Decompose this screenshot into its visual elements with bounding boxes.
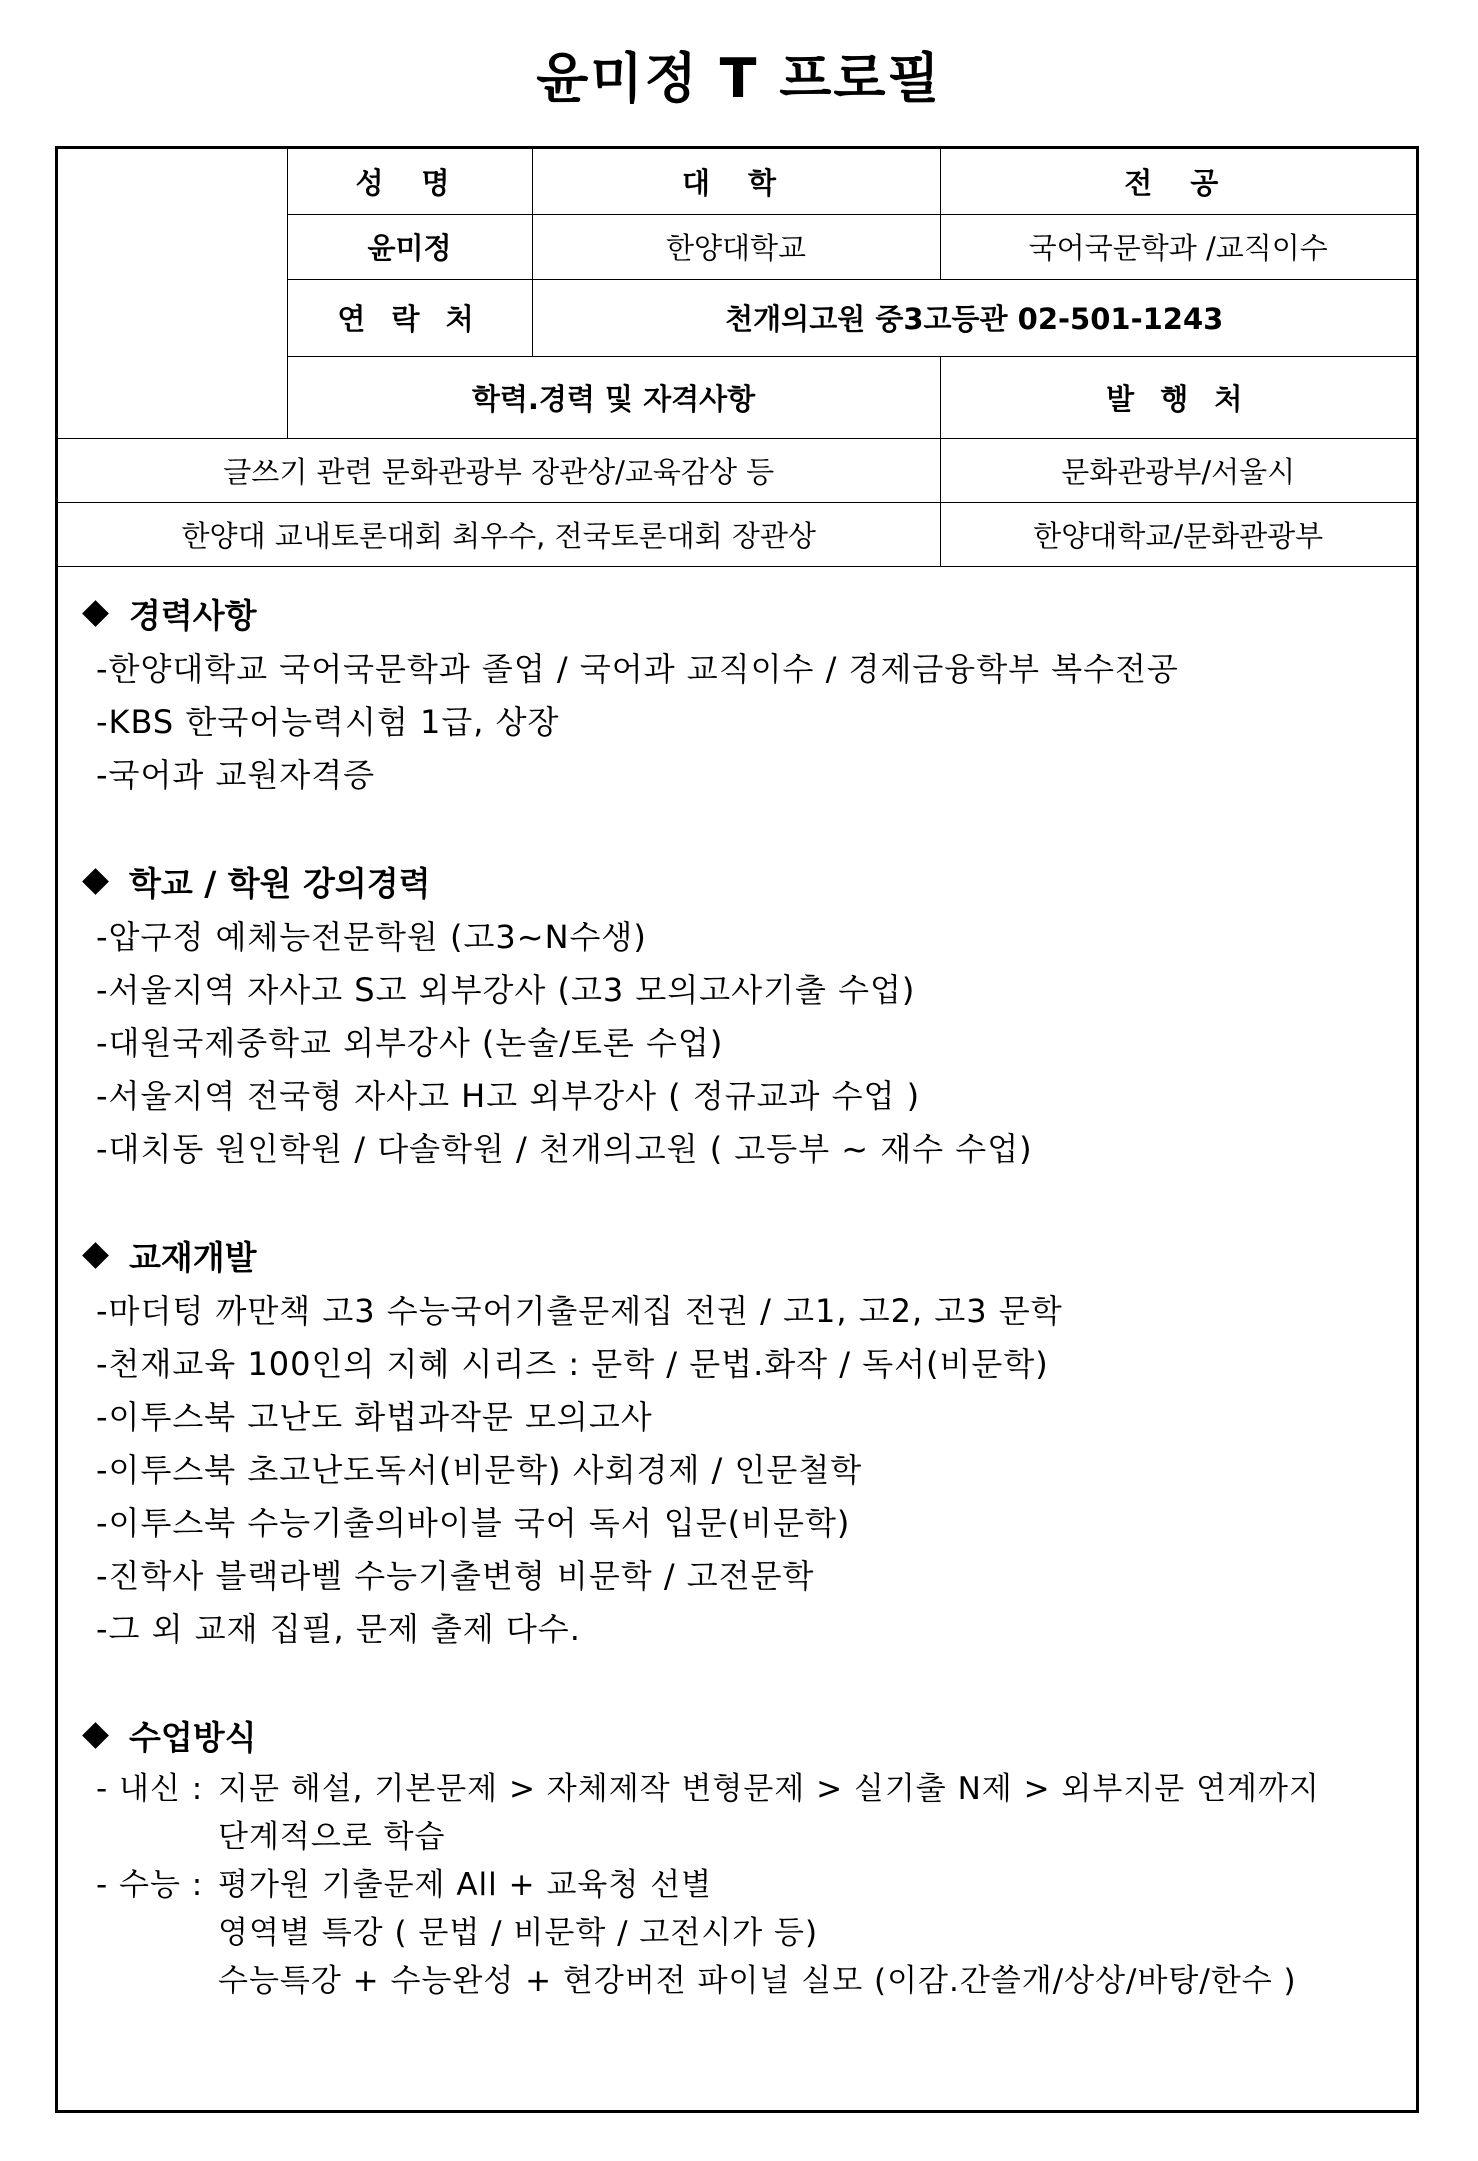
method-line: 수능특강 + 수능완성 + 현강버전 파이널 실모 (이감.간쓸개/상상/바탕/한수 ) — [218, 1963, 1297, 1999]
list-item: -KBS 한국어능력시험 1급, 상장 — [96, 703, 560, 741]
header-university: 대 학 — [532, 149, 940, 214]
method-line: 영역별 특강 ( 문법 / 비문학 / 고전시가 등) — [218, 1915, 819, 1951]
list-item: -진학사 블랙라벨 수능기출변형 비문학 / 고전문학 — [96, 1557, 815, 1595]
method-section — [58, 1711, 1416, 2005]
qualification-issuer: 한양대학교/문화관광부 — [940, 502, 1416, 566]
contact-label: 연 락 처 — [287, 279, 532, 356]
list-item: -그 외 교재 집필, 문제 출제 다수. — [96, 1610, 581, 1648]
list-item: -서울지역 자사고 S고 외부강사 (고3 모의고사기출 수업) — [96, 971, 916, 1009]
list-item: -압구정 예체능전문학원 (고3~N수생) — [96, 918, 647, 956]
method-naesin-row — [58, 1765, 1416, 1813]
qualification-desc: 한양대 교내토론대회 최우수, 전국토론대회 장관상 — [58, 502, 940, 566]
section-title-textbooks: 교재개발 — [129, 1238, 257, 1277]
list-item: -국어과 교원자격증 — [96, 756, 376, 794]
profile-frame — [55, 146, 1419, 2113]
issuer-header: 발 행 처 — [940, 356, 1416, 438]
method-label-naesin: - 내신 : — [96, 1771, 204, 1807]
method-label-suneung: - 수능 : — [96, 1867, 204, 1903]
section-title-career: 경력사항 — [129, 596, 257, 635]
list-item: -대치동 원인학원 / 다솔학원 / 천개의고원 ( 고등부 ~ 재수 수업) — [96, 1130, 1033, 1168]
name-value: 윤미정 — [287, 214, 532, 279]
diamond-bullet-icon — [82, 1242, 109, 1269]
list-item: -이투스북 수능기출의바이블 국어 독서 입문(비문학) — [96, 1504, 851, 1542]
method-line: 평가원 기출문제 All + 교육청 선별 — [218, 1867, 713, 1903]
qualification-issuer: 문화관광부/서울시 — [940, 438, 1416, 502]
list-item: -이투스북 고난도 화법과작문 모의고사 — [96, 1398, 653, 1436]
list-item: -마더텅 까만책 고3 수능국어기출문제집 전권 / 고1, 고2, 고3 문학 — [96, 1292, 1063, 1330]
textbooks-section — [58, 1231, 1416, 1656]
diamond-bullet-icon — [82, 1722, 109, 1749]
qualifications-header: 학력.경력 및 자격사항 — [287, 356, 940, 438]
list-item: -대원국제중학교 외부강사 (논술/토론 수업) — [96, 1024, 724, 1062]
university-value: 한양대학교 — [532, 214, 940, 279]
list-item: -한양대학교 국어국문학과 졸업 / 국어과 교직이수 / 경제금융학부 복수전공 — [96, 650, 1179, 688]
list-item: -서울지역 전국형 자사고 H고 외부강사 ( 정규교과 수업 ) — [96, 1077, 921, 1115]
profile-table — [58, 149, 1416, 567]
section-title-teaching: 학교 / 학원 강의경력 — [129, 864, 431, 903]
method-suneung-row — [58, 1861, 1416, 1909]
career-section — [58, 589, 1416, 802]
profile-content — [58, 589, 1416, 2060]
section-title-method: 수업방식 — [129, 1718, 257, 1757]
photo-cell — [58, 149, 287, 438]
page-title: 윤미정 T 프로필 — [536, 47, 942, 110]
method-line: 단계적으로 학습 — [218, 1819, 446, 1855]
qualification-desc: 글쓰기 관련 문화관광부 장관상/교육감상 등 — [58, 438, 940, 502]
header-major: 전 공 — [940, 149, 1416, 214]
header-name: 성 명 — [287, 149, 532, 214]
major-value: 국어국문학과 /교직이수 — [940, 214, 1416, 279]
contact-value: 천개의고원 중3고등관 02-501-1243 — [532, 279, 1416, 356]
teaching-section — [58, 857, 1416, 1176]
method-line: 지문 해설, 기본문제 > 자체제작 변형문제 > 실기출 N제 > 외부지문 연계까지 — [218, 1771, 1320, 1807]
diamond-bullet-icon — [82, 600, 109, 627]
diamond-bullet-icon — [82, 868, 109, 895]
list-item: -천재교육 100인의 지혜 시리즈 : 문학 / 문법.화작 / 독서(비문학) — [96, 1345, 1049, 1383]
list-item: -이투스북 초고난도독서(비문학) 사회경제 / 인문철학 — [96, 1451, 863, 1489]
